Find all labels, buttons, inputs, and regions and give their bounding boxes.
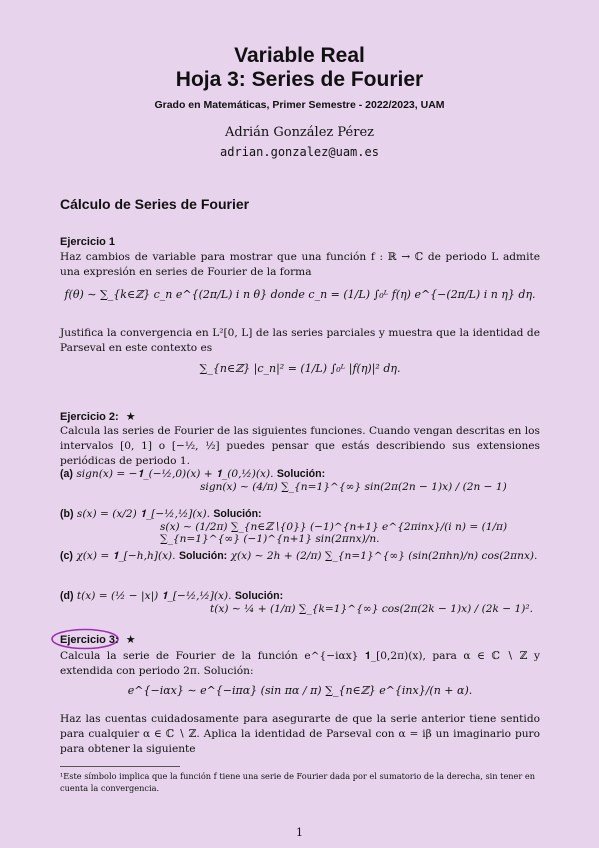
section-heading: Cálculo de Series de Fourier: [60, 196, 250, 212]
page-number: 1: [296, 826, 303, 839]
exercise-1-formula: f(θ) ∼ ∑_{k∈ℤ} c_n e^{(2π/L) i n θ} donde c_n = (1/L) ∫₀ᴸ f(η) e^{−(2π/L) i n η} dη.: [64, 288, 536, 301]
exercise-2-text: Calcula las series de Fourier de las siguientes funciones. Cuando vengan descritas en los intervalos [0, 1] o [−½, ½] puedes pensar que estás describiendo sus extensiones periódicas de periodo 1.: [60, 425, 540, 467]
item-d-solution-label: Solución:: [234, 590, 284, 602]
exercise-3-text-2: Haz las cuentas cuidadosamente para asegurarte de que la serie anterior tiene sentido para cualquier α ∈ ℂ ∖ ℤ. Aplica la identidad de Parseval con α = iβ un imaginario puro para obtener la siguiente: [60, 713, 540, 755]
item-c-function: χ(x) = 𝟏_[−h,h](x).: [76, 550, 176, 562]
item-d-function: t(x) = (½ − |x|) 𝟏_[−½,½](x).: [76, 590, 232, 602]
exercise-3-text: Calcula la serie de Fourier de la función e^{−iαx} 𝟏_[0,2π)(x), para α ∈ ℂ ∖ ℤ y extendida con periodo 2π. Solución:: [60, 650, 540, 677]
item-c-solution-label: Solución:: [178, 550, 228, 562]
star-icon: ★: [125, 634, 136, 646]
exercise-2-label: Ejercicio 2:: [60, 411, 119, 423]
exercise-2-item-b: [60, 508, 540, 545]
item-b-solution: s(x) ∼ (1/2π) ∑_{n∈ℤ∖{0}} (−1)^{n+1} e^{2πinx}/(i n) = (1/π) ∑_{n=1}^{∞} (−1)^{n+1} sin(2πnx)/n.: [160, 521, 508, 545]
item-d-label: (d): [60, 590, 74, 602]
item-b-solution-label: Solución:: [213, 508, 262, 520]
author-email: adrian.gonzalez@uam.es: [220, 145, 379, 159]
item-b-function: s(x) = (x/2) 𝟏_[−½,½](x).: [76, 508, 210, 520]
item-a-label: (a): [60, 468, 73, 480]
footnote: ¹Este símbolo implica que la función f tiene una serie de Fourier dada por el sumatorio de la derecha, sin tener en cuenta la convergencia.: [60, 771, 536, 793]
exercise-2-item-a: [60, 468, 540, 493]
star-icon: ★: [125, 411, 136, 423]
exercise-2-item-c: [60, 550, 540, 563]
exercise-3-label: Ejercicio 3:: [60, 634, 119, 646]
item-a-function: sign(x) = −𝟏_(−½,0)(x) + 𝟏_(0,½)(x).: [76, 468, 274, 480]
exercise-2-item-d: [60, 590, 540, 615]
item-c-solution: χ(x) ∼ 2h + (2/π) ∑_{n=1}^{∞} (sin(2πhn)/n) cos(2πnx).: [230, 550, 538, 562]
parseval-formula: ∑_{n∈ℤ} |c_n|² = (1/L) ∫₀ᴸ |f(η)|² dη.: [199, 362, 401, 375]
exercise-1-text: Haz cambios de variable para mostrar que una función f : ℝ → ℂ de periodo L admite una expresión en series de Fourier de la forma: [60, 251, 540, 278]
doc-title: Variable Real: [234, 44, 365, 67]
sheet-title: Hoja 3: Series de Fourier: [175, 68, 424, 91]
exercise-1-text-2: Justifica la convergencia en L²[0, L] de las series parciales y muestra que la identidad de Parseval en este contexto es: [60, 327, 540, 354]
item-c-label: (c): [60, 550, 73, 562]
exercise-3-title: [60, 633, 136, 646]
exercise-3-formula: e^{−iαx} ∼ e^{−iπα} (sin πα / π) ∑_{n∈ℤ} e^{inx}/(n + α).: [127, 684, 473, 697]
item-a-solution: sign(x) ∼ (4/π) ∑_{n=1}^{∞} sin(2π(2n − 1)x) / (2n − 1): [200, 481, 507, 493]
course-subtitle: Grado en Matemáticas, Primer Semestre - 2022/2023, UAM: [154, 99, 445, 111]
exercise-1-title: Ejercicio 1: [60, 236, 116, 248]
item-b-label: (b): [60, 508, 74, 520]
item-a-solution-label: Solución:: [276, 468, 326, 480]
exercise-2-title: [60, 410, 136, 423]
footnote-divider: [60, 766, 180, 767]
item-d-solution: t(x) ∼ ¼ + (1/π) ∑_{k=1}^{∞} cos(2π(2k − 1)x) / (2k − 1)².: [210, 603, 533, 615]
author-name: Adrián González Pérez: [225, 125, 374, 140]
